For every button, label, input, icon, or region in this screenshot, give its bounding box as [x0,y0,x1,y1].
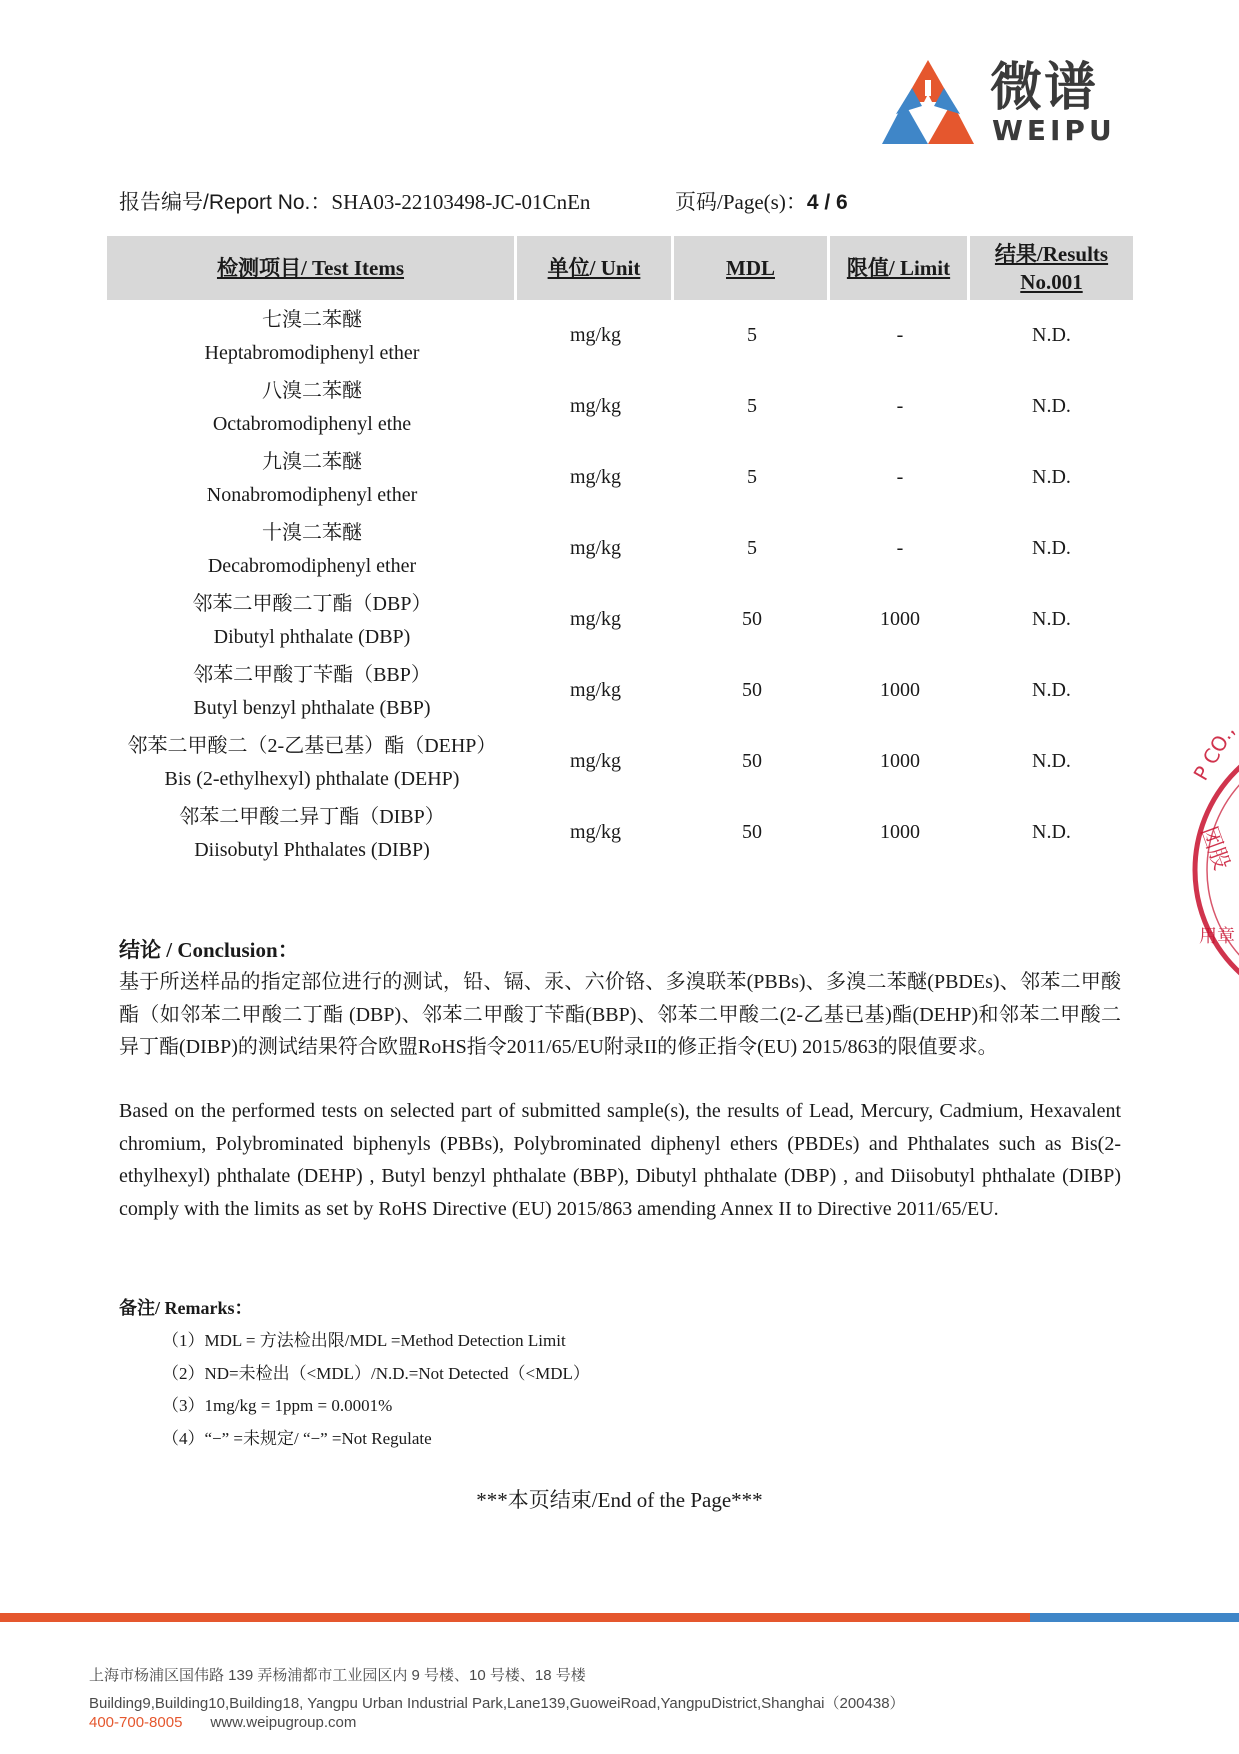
test-item-en: Dibutyl phthalate (DBP) [213,625,411,648]
table-row [107,300,1133,371]
page-indicator [675,186,848,216]
header-unit: 单位/ Unit [517,236,674,300]
table-row [107,442,1133,513]
header-mdl: MDL [674,236,830,300]
unit-cell: mg/kg [569,821,622,843]
unit-cell: mg/kg [569,324,622,346]
header-limit: 限值/ Limit [830,236,970,300]
mdl-cell: 50 [742,750,762,772]
result-cell: N.D. [1032,821,1071,843]
conclusion-title: 结论 / Conclusion： [119,938,299,962]
remark-item: （4）“−” =未规定/ “−” =Not Regulate [162,1429,432,1448]
footer-phone: 400-700-8005 [89,1714,183,1731]
mdl-cell: 50 [742,608,762,630]
company-seal-stamp [1185,720,1239,1020]
stamp-text-top: P CO., [1188,720,1239,785]
mdl-cell: 5 [747,537,757,559]
test-item-cn: 八溴二苯醚 [262,379,362,402]
remark-item: （3）1mg/kg = 1ppm = 0.0001% [162,1396,393,1415]
limit-cell: 1000 [880,750,920,772]
footer-address-cn: 上海市杨浦区国伟路 139 弄杨浦都市工业园区内 9 号楼、10 号楼、18 号楼 [89,1667,586,1684]
test-item-cn: 邻苯二甲酸丁苄酯（BBP） [193,663,431,686]
footer-contact [89,1714,356,1731]
logo-name-cn: 微谱 [990,58,1099,118]
test-item-en: Bis (2-ethylhexyl) phthalate (DEHP) [164,767,460,790]
header-test-items: 检测项目/ Test Items [107,236,517,300]
table-row [107,371,1133,442]
end-of-page-text: ***本页结束/End of the Page*** [476,1488,763,1512]
table-row [107,513,1133,584]
mdl-cell: 5 [747,395,757,417]
footer-website-link[interactable]: www.weipugroup.com [210,1714,357,1731]
test-item-en: Nonabromodiphenyl ether [206,483,418,506]
limit-cell: 1000 [880,608,920,630]
remark-item: （1）MDL = 方法检出限/MDL =Method Detection Limit [162,1331,566,1350]
test-item-name [107,655,517,726]
page-value: 4 / 6 [806,191,848,214]
unit-cell: mg/kg [569,750,622,772]
test-results-table [107,236,1133,868]
result-cell: N.D. [1032,679,1071,701]
table-row [107,655,1133,726]
unit-cell: mg/kg [569,679,622,701]
remarks-title: 备注/ Remarks： [119,1298,253,1318]
page-label: 页码/Page(s)： [675,190,807,214]
test-item-name [107,300,517,371]
unit-cell: mg/kg [569,466,622,488]
table-row [107,584,1133,655]
mdl-cell: 50 [742,679,762,701]
test-item-name [107,442,517,513]
test-item-en: Butyl benzyl phthalate (BBP) [193,696,431,719]
limit-cell: - [896,466,904,488]
test-item-cn: 七溴二苯醚 [262,308,362,331]
footer-bar-blue [1030,1613,1239,1622]
unit-cell: mg/kg [569,395,622,417]
report-number-label: 报告编号/Report No.： [119,191,332,214]
limit-cell: - [896,537,904,559]
test-item-en: Octabromodiphenyl ethe [212,412,412,435]
header-results-label: 结果/Results [994,242,1109,266]
result-cell: N.D. [1032,537,1071,559]
test-item-name [107,584,517,655]
test-item-en: Decabromodiphenyl ether [207,554,417,577]
table-row [107,726,1133,797]
unit-cell: mg/kg [569,537,622,559]
limit-cell: - [896,395,904,417]
weipu-logo [882,58,1116,150]
mdl-cell: 5 [747,466,757,488]
unit-cell: mg/kg [569,608,622,630]
footer-address-en: Building9,Building10,Building18, Yangpu Urban Industrial Park,Lane139,GuoweiRoad,YangpuDistrict,Shanghai（200438） [89,1695,905,1712]
test-item-en: Diisobutyl Phthalates (DIBP) [194,838,430,861]
table-header [107,236,1133,300]
stamp-text-middle: 团股 [1195,823,1234,874]
test-item-cn: 十溴二苯醚 [262,521,362,544]
conclusion-text-cn: 基于所送样品的指定部位进行的测试，铅、镉、汞、六价铬、多溴联苯(PBBs)、多溴二苯醚(PBDEs)、邻苯二甲酸酯（如邻苯二甲酸二丁酯 (DBP)、邻苯二甲酸丁苄酯(BBP)、邻苯二甲酸二(2-乙基已基)酯(DEHP)和邻苯二甲酸二异丁酯(DIBP)的测试结果符合欧盟RoHS指令2011/65/EU附录II的修正指令(EU) 2015/863的限值要求。 [119,971,1121,1058]
result-cell: N.D. [1032,466,1071,488]
report-number-line [119,186,590,216]
limit-cell: 1000 [880,679,920,701]
stamp-text-bottom: 用章 [1199,926,1235,947]
test-item-cn: 九溴二苯醚 [262,450,362,473]
conclusion-text-en: Based on the performed tests on selected part of submitted sample(s), the results of Lead, Mercury, Cadmium, Hexavalent chromium, Polybrominated biphenyls (PBBs), Polybrominated diphenyl ethers (PBDEs) and Phthalates such as Bis(2-ethylhexyl) phthalate (DEHP) , Butyl benzyl phthalate (BBP), Dibutyl phthalate (DBP) , and Diisobutyl phthalate (DIBP) comply with the limits as set by RoHS Directive (EU) 2015/863 amending Annex II to Directive 2011/65/EU. [119,1100,1121,1220]
logo-name-en: WEIPU [992,114,1116,147]
weipu-logo-icon [882,58,974,150]
test-item-cn: 邻苯二甲酸二丁酯（DBP） [192,592,432,615]
result-cell: N.D. [1032,750,1071,772]
remark-item: （2）ND=未检出（<MDL）/N.D.=Not Detected（<MDL） [162,1364,590,1383]
table-row [107,797,1133,868]
test-item-name [107,371,517,442]
test-item-name [107,797,517,868]
limit-cell: 1000 [880,821,920,843]
limit-cell: - [896,324,904,346]
header-results-sample: No.001 [1020,270,1083,294]
result-cell: N.D. [1032,395,1071,417]
result-cell: N.D. [1032,324,1071,346]
footer-bar-orange [0,1613,1030,1622]
report-number: SHA03-22103498-JC-01CnEn [331,190,591,214]
header-results [970,236,1133,300]
test-item-en: Heptabromodiphenyl ether [204,341,420,364]
mdl-cell: 50 [742,821,762,843]
test-item-name [107,726,517,797]
mdl-cell: 5 [747,324,757,346]
result-cell: N.D. [1032,608,1071,630]
test-item-cn: 邻苯二甲酸二异丁酯（DIBP） [179,805,445,828]
test-item-cn: 邻苯二甲酸二（2-乙基已基）酯（DEHP） [127,734,497,757]
test-item-name [107,513,517,584]
